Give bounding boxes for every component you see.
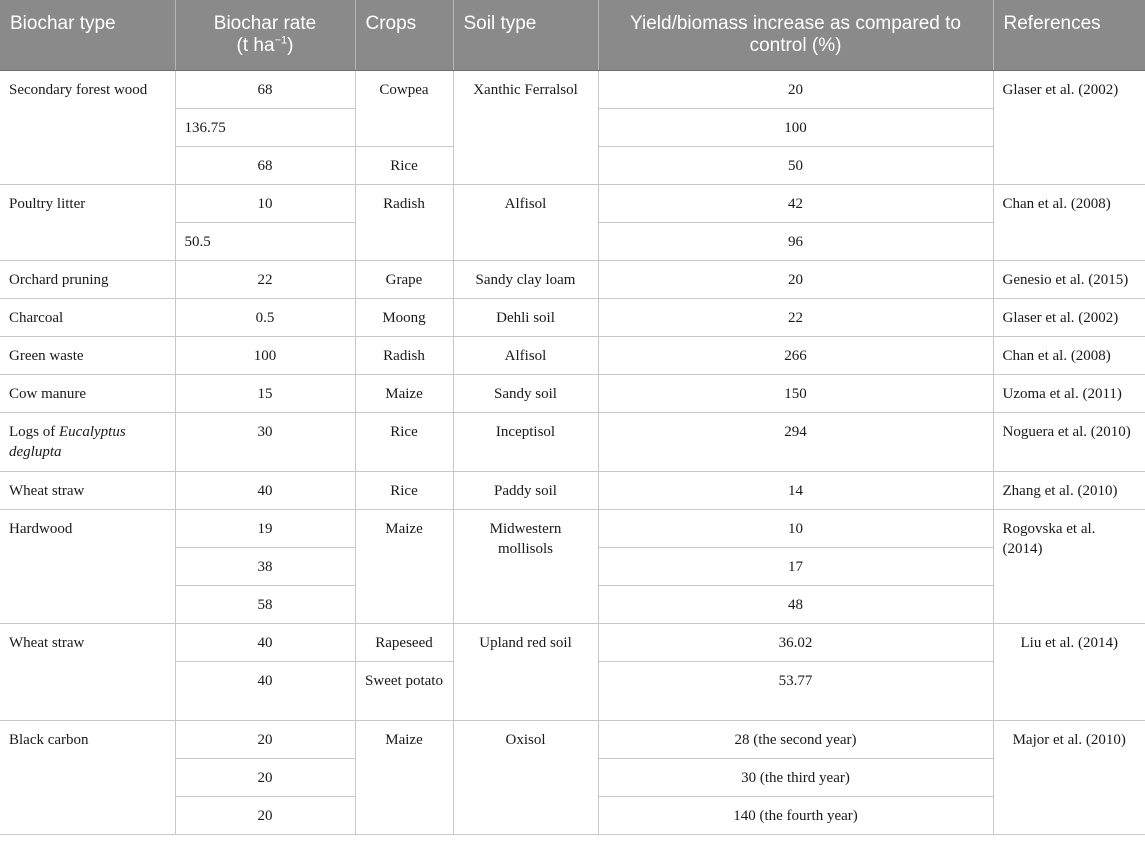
reference-cell: Uzoma et al. (2011) [993, 374, 1145, 412]
reference-cell: Major et al. (2010) [993, 720, 1145, 834]
biochar-type-species: Eucalyptus deglupta [9, 423, 126, 460]
table-row [0, 471, 1145, 509]
reference-cell: Glaser et al. (2002) [993, 70, 1145, 184]
biochar-rate-cell: 40 [175, 661, 355, 720]
soil-type-cell: Paddy soil [453, 471, 598, 509]
table-row [0, 720, 1145, 758]
soil-type-cell: Midwestern mollisols [453, 509, 598, 623]
unit-prefix: (t ha [236, 35, 275, 56]
soil-type-cell: Sandy soil [453, 374, 598, 412]
yield-cell: 14 [598, 471, 993, 509]
crop-cell: Maize [355, 509, 453, 623]
biochar-type-cell: Wheat straw [0, 623, 175, 720]
table-row [0, 336, 1145, 374]
crop-cell: Cowpea [355, 70, 453, 146]
yield-cell: 10 [598, 509, 993, 547]
yield-cell: 20 [598, 260, 993, 298]
yield-cell: 140 (the fourth year) [598, 796, 993, 834]
soil-type-cell: Alfisol [453, 336, 598, 374]
biochar-rate-cell: 100 [175, 336, 355, 374]
biochar-rate-cell: 22 [175, 260, 355, 298]
unit-suffix: ) [287, 35, 294, 56]
header-biochar-rate-unit [237, 35, 294, 56]
reference-cell: Zhang et al. (2010) [993, 471, 1145, 509]
crop-cell: Radish [355, 184, 453, 260]
soil-type-cell: Xanthic Ferralsol [453, 70, 598, 184]
biochar-type-prefix: Logs of [9, 423, 59, 440]
unit-superscript: −1 [274, 34, 288, 47]
crop-cell: Maize [355, 720, 453, 834]
biochar-rate-cell: 68 [175, 146, 355, 184]
biochar-rate-cell: 38 [175, 547, 355, 585]
crop-cell: Rapeseed [355, 623, 453, 661]
soil-type-cell: Sandy clay loam [453, 260, 598, 298]
yield-cell: 28 (the second year) [598, 720, 993, 758]
biochar-type-cell [0, 412, 175, 471]
reference-cell: Chan et al. (2008) [993, 184, 1145, 260]
crop-cell: Rice [355, 471, 453, 509]
soil-type-cell: Inceptisol [453, 412, 598, 471]
reference-cell: Glaser et al. (2002) [993, 298, 1145, 336]
table-body [0, 70, 1145, 834]
yield-cell: 100 [598, 108, 993, 146]
soil-type-cell: Dehli soil [453, 298, 598, 336]
biochar-rate-cell: 0.5 [175, 298, 355, 336]
yield-cell: 50 [598, 146, 993, 184]
biochar-type-cell: Cow manure [0, 374, 175, 412]
biochar-type-cell: Wheat straw [0, 471, 175, 509]
yield-cell: 53.77 [598, 661, 993, 720]
reference-cell: Genesio et al. (2015) [993, 260, 1145, 298]
biochar-type-cell: Charcoal [0, 298, 175, 336]
yield-cell: 42 [598, 184, 993, 222]
table-row [0, 298, 1145, 336]
biochar-rate-cell: 20 [175, 720, 355, 758]
header-row [0, 0, 1145, 70]
crop-cell: Maize [355, 374, 453, 412]
yield-cell: 266 [598, 336, 993, 374]
yield-cell: 36.02 [598, 623, 993, 661]
soil-type-cell: Oxisol [453, 720, 598, 834]
yield-cell: 17 [598, 547, 993, 585]
header-biochar-rate [175, 0, 355, 70]
yield-cell: 30 (the third year) [598, 758, 993, 796]
reference-cell: Liu et al. (2014) [993, 623, 1145, 720]
table-row [0, 509, 1145, 547]
table-row [0, 260, 1145, 298]
biochar-type-cell: Black carbon [0, 720, 175, 834]
header-crops: Crops [355, 0, 453, 70]
yield-cell: 20 [598, 70, 993, 108]
yield-cell: 96 [598, 222, 993, 260]
yield-cell: 48 [598, 585, 993, 623]
header-soil-type: Soil type [453, 0, 598, 70]
soil-type-cell: Alfisol [453, 184, 598, 260]
table-row [0, 374, 1145, 412]
crop-cell: Sweet potato [355, 661, 453, 720]
crop-cell: Rice [355, 412, 453, 471]
yield-cell: 150 [598, 374, 993, 412]
biochar-type-cell: Orchard pruning [0, 260, 175, 298]
reference-cell: Chan et al. (2008) [993, 336, 1145, 374]
biochar-rate-cell: 58 [175, 585, 355, 623]
reference-cell: Rogovska et al. (2014) [993, 509, 1145, 623]
table-row [0, 412, 1145, 471]
biochar-type-cell: Poultry litter [0, 184, 175, 260]
biochar-rate-cell: 20 [175, 758, 355, 796]
reference-cell: Noguera et al. (2010) [993, 412, 1145, 471]
biochar-rate-cell: 68 [175, 70, 355, 108]
header-biochar-rate-label: Biochar rate [213, 13, 317, 34]
table-row [0, 184, 1145, 222]
crop-cell: Rice [355, 146, 453, 184]
crop-cell: Radish [355, 336, 453, 374]
table-row [0, 70, 1145, 108]
biochar-rate-cell: 30 [175, 412, 355, 471]
crop-cell: Grape [355, 260, 453, 298]
table-row [0, 623, 1145, 661]
header-biochar-type: Biochar type [0, 0, 175, 70]
crop-cell: Moong [355, 298, 453, 336]
yield-cell: 22 [598, 298, 993, 336]
biochar-rate-cell: 20 [175, 796, 355, 834]
header-yield-increase: Yield/biomass increase as compared to control (%) [598, 0, 993, 70]
biochar-type-cell: Secondary forest wood [0, 70, 175, 184]
biochar-rate-cell: 15 [175, 374, 355, 412]
biochar-rate-cell: 10 [175, 184, 355, 222]
biochar-rate-cell: 40 [175, 471, 355, 509]
soil-type-cell: Upland red soil [453, 623, 598, 720]
biochar-type-cell: Green waste [0, 336, 175, 374]
yield-cell: 294 [598, 412, 993, 471]
biochar-rate-cell: 40 [175, 623, 355, 661]
biochar-rate-cell: 19 [175, 509, 355, 547]
biochar-rate-cell: 50.5 [175, 222, 355, 260]
header-references: References [993, 0, 1145, 70]
biochar-rate-cell: 136.75 [175, 108, 355, 146]
biochar-type-cell: Hardwood [0, 509, 175, 623]
